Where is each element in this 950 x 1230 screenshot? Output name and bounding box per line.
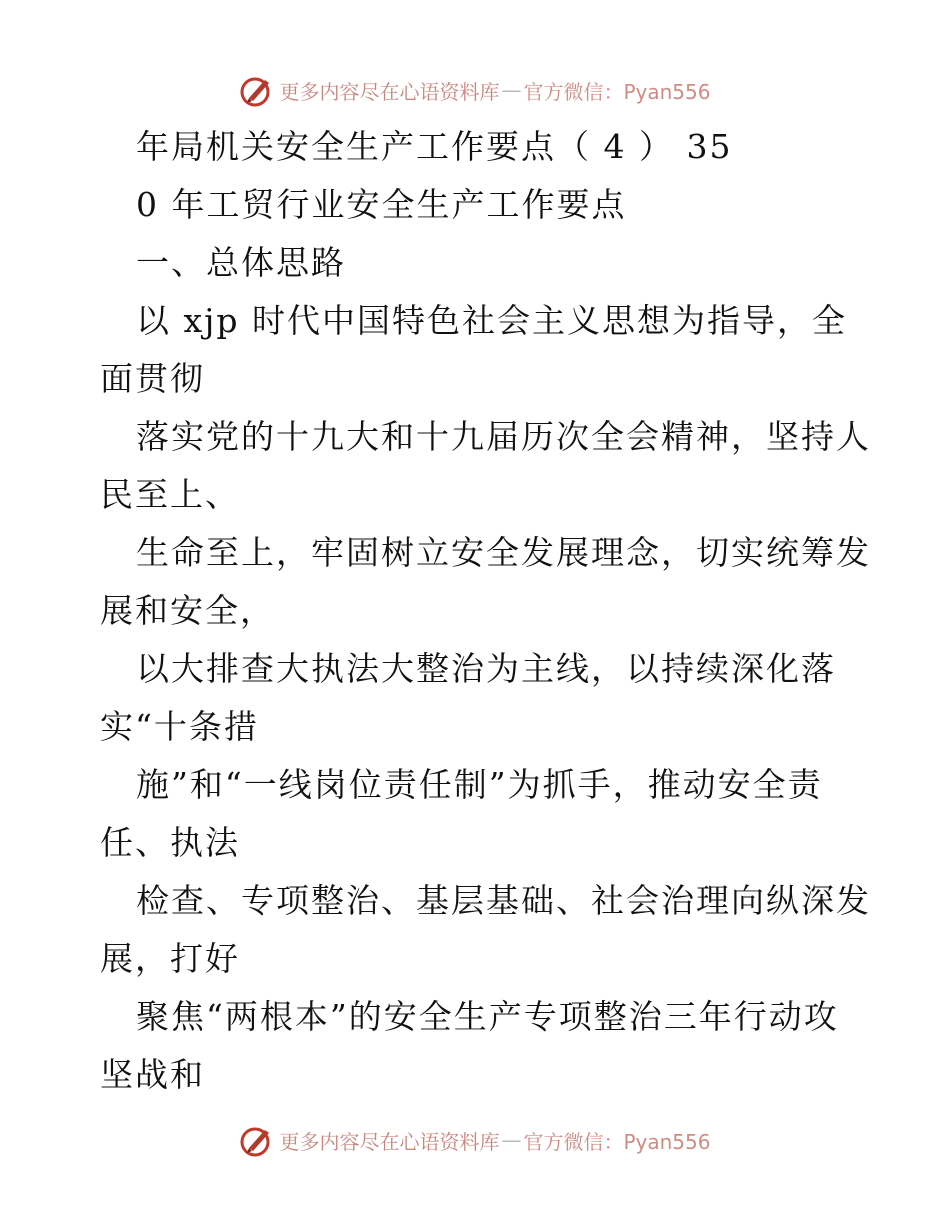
text-line: 聚焦“两根本”的安全生产专项整治三年行动攻 — [136, 997, 839, 1036]
text-line: 以 xjp 时代中国特色社会主义思想为指导，全 — [136, 301, 847, 340]
text-line: 0 年工贸行业安全生产工作要点 — [136, 185, 627, 224]
text-line: 实“十条措 — [100, 707, 259, 746]
text-line: 任、执法 — [100, 823, 240, 862]
text-line: 一、总体思路 — [136, 243, 346, 282]
text-line: 年局机关安全生产工作要点（ 4 ） 35 — [136, 127, 733, 166]
text-line: 展和安全， — [100, 591, 275, 630]
text-line: 坚战和 — [100, 1055, 205, 1094]
footer-watermark — [0, 1120, 950, 1160]
watermark-text: 更多内容尽在心语资料库 — [279, 1129, 500, 1154]
pen-logo-icon — [239, 1122, 275, 1158]
watermark-text: 更多内容尽在心语资料库 — [279, 79, 500, 104]
watermark-wechat: 官方微信：Pyan556 — [523, 1129, 711, 1154]
text-line: 生命至上，牢固树立安全发展理念，切实统筹发 — [136, 533, 871, 572]
text-line: 以大排查大执法大整治为主线，以持续深化落 — [136, 649, 836, 688]
text-line: 展，打好 — [100, 939, 240, 978]
text-line: 落实党的十九大和十九届历次全会精神，坚持人 — [136, 417, 871, 456]
text-line: 检查、专项整治、基层基础、社会治理向纵深发 — [136, 881, 871, 920]
header-watermark — [0, 70, 950, 110]
pen-logo-icon — [239, 72, 275, 108]
text-line: 面贯彻 — [100, 359, 205, 398]
document-body — [100, 118, 871, 1104]
watermark-separator: — — [501, 1128, 522, 1152]
watermark-separator: — — [501, 78, 522, 102]
text-line: 施”和“一线岗位责任制”为抓手，推动安全责 — [136, 765, 823, 804]
watermark-wechat: 官方微信：Pyan556 — [523, 79, 711, 104]
text-line: 民至上、 — [100, 475, 240, 514]
